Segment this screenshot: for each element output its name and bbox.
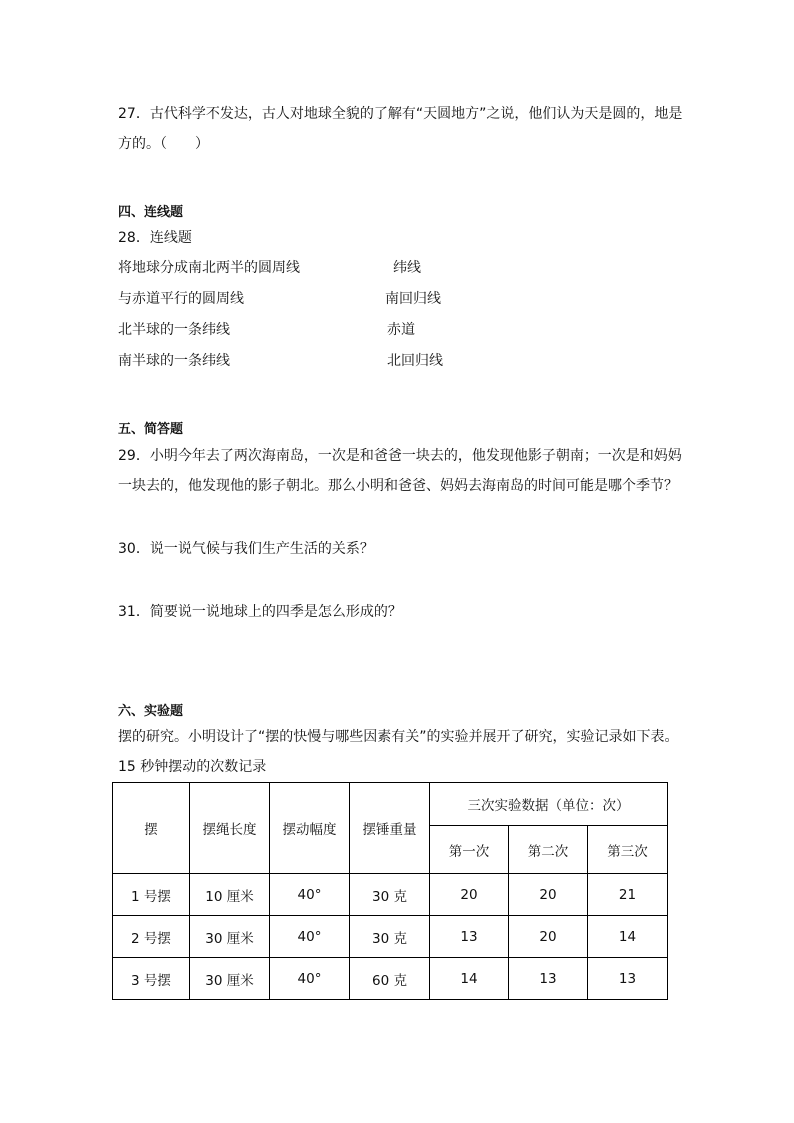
table-cell: 13: [430, 916, 509, 958]
table-cell: 60 克: [350, 958, 430, 1000]
table-cell: 20: [509, 874, 588, 916]
header-pendulum: 摆: [113, 783, 190, 874]
header-trial-group: 三次实验数据（单位：次）: [430, 783, 668, 826]
header-amplitude: 摆动幅度: [270, 783, 350, 874]
match-right-item: 纬线: [393, 260, 421, 276]
table-cell: 40°: [270, 874, 350, 916]
table-cell: 40°: [270, 916, 350, 958]
header-rope-length: 摆绳长度: [190, 783, 270, 874]
table-row: [113, 958, 668, 1000]
experiment-intro: 摆的研究。小明设计了“摆的快慢与哪些因素有关”的实验并展开了研究，实验记录如下表。: [118, 729, 679, 745]
section5-heading: 五、简答题: [118, 422, 184, 437]
table-cell: 30 克: [350, 874, 430, 916]
q28-title: 28．连线题: [118, 230, 192, 246]
table-cell: 30 厘米: [190, 916, 270, 958]
table-row: [113, 874, 668, 916]
table-cell: 10 厘米: [190, 874, 270, 916]
q31: 31．简要说一说地球上的四季是怎么形成的？: [118, 604, 402, 620]
table-cell: 13: [588, 958, 668, 1000]
table-cell: 2 号摆: [113, 916, 190, 958]
table-cell: 13: [509, 958, 588, 1000]
pendulum-record-table: [112, 782, 668, 1000]
table-cell: 30 厘米: [190, 958, 270, 1000]
q29-line1: 29．小明今年去了两次海南岛，一次是和爸爸一块去的，他发现他影子朝南；一次是和妈妈: [118, 448, 682, 464]
match-right-item: 赤道: [387, 322, 415, 338]
q27-line2: 方的。（ ）: [118, 136, 209, 152]
match-left-item: 将地球分成南北两半的圆周线: [118, 260, 300, 276]
header-bob-weight: 摆锤重量: [350, 783, 430, 874]
header-trial-3: 第三次: [588, 826, 668, 874]
match-left-item: 南半球的一条纬线: [118, 353, 230, 369]
match-right-item: 北回归线: [387, 353, 443, 369]
table-cell: 21: [588, 874, 668, 916]
q30: 30．说一说气候与我们生产生活的关系？: [118, 541, 374, 557]
match-left-item: 与赤道平行的圆周线: [118, 291, 244, 307]
table-cell: 20: [509, 916, 588, 958]
table-cell: 14: [588, 916, 668, 958]
section6-heading: 六、实验题: [118, 704, 184, 719]
table-cell: 1 号摆: [113, 874, 190, 916]
match-left-item: 北半球的一条纬线: [118, 322, 230, 338]
section4-heading: 四、连线题: [118, 205, 184, 220]
table-cell: 14: [430, 958, 509, 1000]
table-cell: 3 号摆: [113, 958, 190, 1000]
q27-line1: 27．古代科学不发达，古人对地球全貌的了解有“天圆地方”之说，他们认为天是圆的，地是: [118, 106, 683, 122]
match-right-item: 南回归线: [385, 291, 441, 307]
header-trial-1: 第一次: [430, 826, 509, 874]
table-caption: 15 秒钟摆动的次数记录: [118, 759, 267, 775]
table-cell: 30 克: [350, 916, 430, 958]
header-trial-2: 第二次: [509, 826, 588, 874]
table-cell: 20: [430, 874, 509, 916]
q29-line2: 一块去的，他发现他的影子朝北。那么小明和爸爸、妈妈去海南岛的时间可能是哪个季节？: [118, 478, 678, 494]
table-cell: 40°: [270, 958, 350, 1000]
table-row: [113, 916, 668, 958]
